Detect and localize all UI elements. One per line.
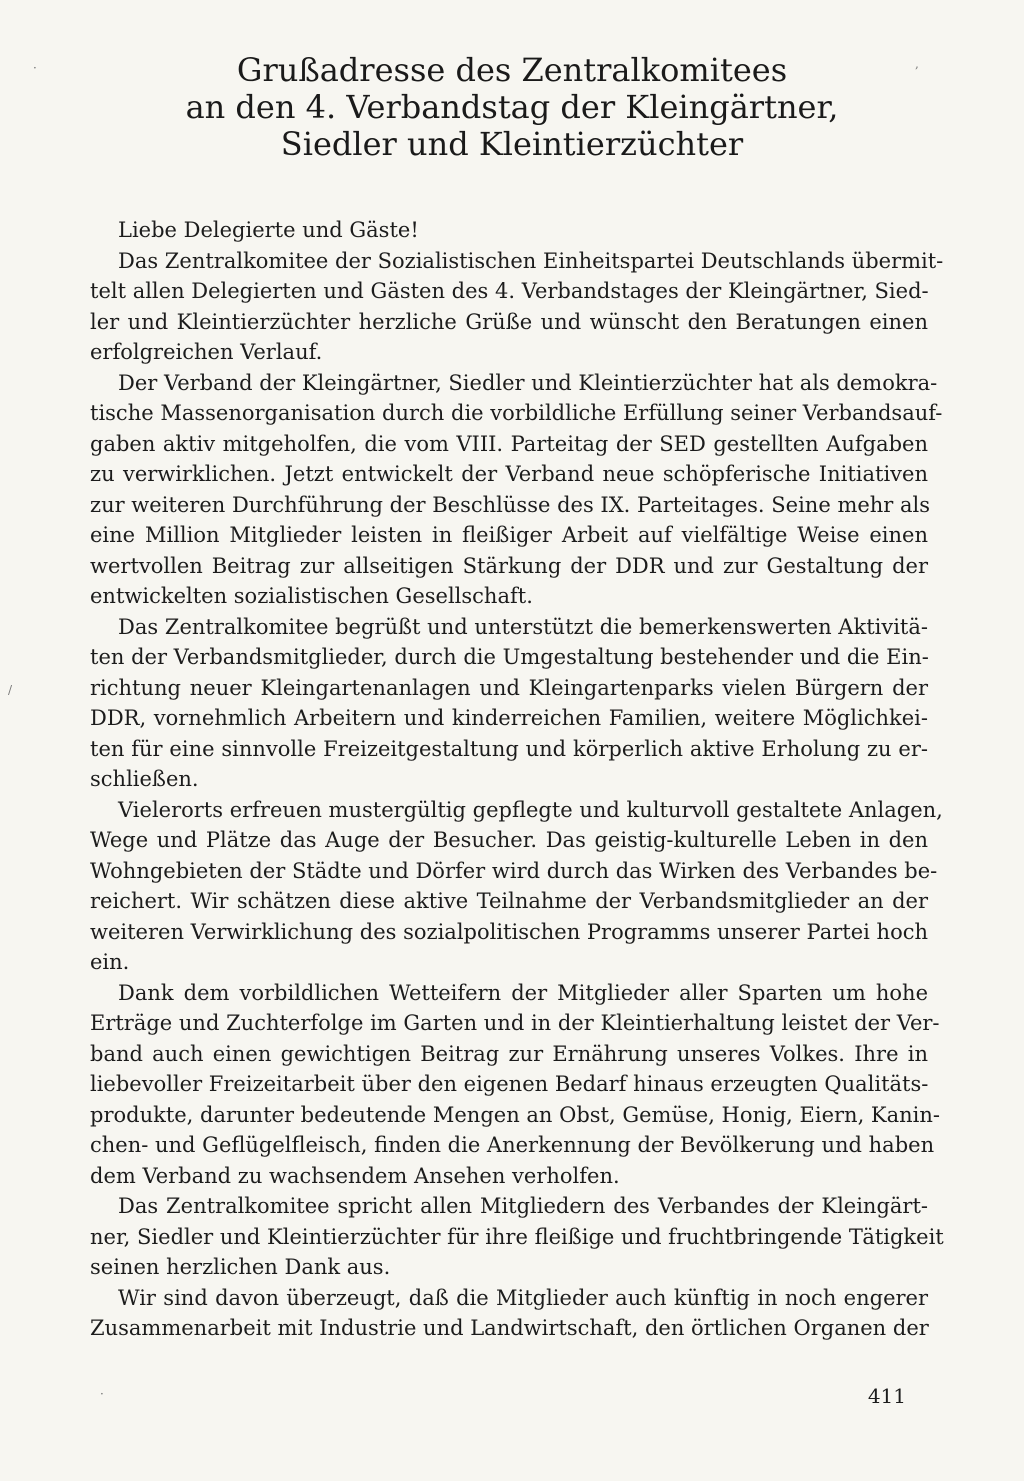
scan-speck: · (100, 1387, 104, 1401)
paragraph (90, 246, 944, 368)
text-line: weiteren Verwirklichung des sozialpolitischen Programms unserer Partei hoch (90, 919, 928, 944)
paragraph (90, 368, 943, 612)
paragraph (90, 612, 928, 795)
scan-speck: / (8, 683, 13, 697)
text-line: ten für eine sinnvolle Freizeitgestaltung und körperlich aktive Erholung zu er- (90, 736, 928, 761)
text-line: chen- und Geflügelfleisch, finden die Anerkennung der Bevölkerung und haben (90, 1133, 935, 1157)
page-number: 411 (867, 1384, 906, 1408)
paragraph (90, 1191, 944, 1283)
text-line: Zusammenarbeit mit Industrie und Landwirtschaft, den örtlichen Organen der (90, 1316, 929, 1340)
paragraph (90, 1283, 928, 1344)
text-line: Wohngebieten der Städte und Dörfer wird durch das Wirken des Verbandes be- (90, 858, 938, 883)
text-line: tische Massenorganisation durch die vorbildliche Erfüllung seiner Verbandsauf- (90, 401, 943, 425)
text-line: Erträge und Zuchterfolge im Garten und in der Kleintierhaltung leistet der Ver- (90, 1011, 940, 1035)
text-line: ein. (90, 950, 130, 974)
text-line: wertvollen Beitrag zur allseitigen Stärkung der DDR und zur Gestaltung der (90, 553, 928, 578)
text-line: ler und Kleintierzüchter herzliche Grüße und wünscht den Beratungen einen (90, 309, 928, 334)
text-line: produkte, darunter bedeutende Mengen an Obst, Gemüse, Honig, Eiern, Kanin- (90, 1102, 940, 1127)
document-body (90, 215, 944, 1344)
text-line: zu verwirklichen. Jetzt entwickelt der Verband neue schöpferische Initiativen (90, 462, 928, 486)
text-line: Vielerorts erfreuen mustergültig gepflegte und kulturvoll gestaltete Anlagen, (118, 797, 943, 822)
text-line: band auch einen gewichtigen Beitrag zur Ernährung unseres Volkes. Ihre in (90, 1041, 928, 1066)
text-line: seinen herzlichen Dank aus. (90, 1255, 391, 1279)
text-line: Das Zentralkomitee der Sozialistischen Einheitspartei Deutschlands übermit- (118, 248, 944, 273)
text-line: schließen. (90, 767, 199, 791)
text-line: entwickelten sozialistischen Gesellschaft. (90, 584, 533, 608)
title-line: an den 4. Verbandstag der Kleingärtner, (185, 88, 839, 126)
scan-speck: · (33, 61, 37, 75)
text-line: richtung neuer Kleingartenanlagen und Kleingartenparks vielen Bürgern der (90, 675, 928, 700)
text-line: Der Verband der Kleingärtner, Siedler und Kleintierzüchter hat als demokra- (118, 370, 938, 395)
text-line: Dank dem vorbildlichen Wetteifern der Mitglieder aller Sparten um hohe (118, 980, 928, 1005)
title-line: Siedler und Kleintierzüchter (280, 125, 744, 163)
title-line: Grußadresse des Zentralkomitees (236, 51, 788, 89)
text-line: eine Million Mitglieder leisten in fleißiger Arbeit auf vielfältige Weise einen (90, 523, 928, 547)
text-line: gaben aktiv mitgeholfen, die vom VIII. Parteitag der SED gestellten Aufgaben (90, 431, 928, 456)
document-title (150, 52, 874, 163)
text-line: ner, Siedler und Kleintierzüchter für ihre fleißige und fruchtbringende Tätigkeit (90, 1224, 944, 1249)
text-line: Wege und Plätze das Auge der Besucher. Das geistig-kulturelle Leben in den (90, 828, 928, 852)
text-line: dem Verband zu wachsendem Ansehen verholfen. (90, 1163, 620, 1188)
paragraph (90, 978, 940, 1192)
text-line: liebevoller Freizeitarbeit über den eigenen Bedarf hinaus erzeugten Qualitäts- (90, 1072, 929, 1096)
text-line: erfolgreichen Verlauf. (90, 340, 323, 364)
salutation: Liebe Delegierte und Gäste! (118, 218, 419, 242)
text-line: Das Zentralkomitee begrüßt und unterstützt die bemerkenswerten Aktivitä- (118, 614, 928, 639)
text-line: reichert. Wir schätzen diese aktive Teilnahme der Verbandsmitglieder an der (90, 889, 928, 913)
text-line: ten der Verbandsmitglieder, durch die Umgestaltung bestehender und die Ein- (90, 645, 929, 669)
scan-speck: , (915, 57, 919, 71)
text-line: Wir sind davon überzeugt, daß die Mitglieder auch künftig in noch engerer (118, 1285, 928, 1310)
text-line: zur weiteren Durchführung der Beschlüsse des IX. Parteitages. Seine mehr als (90, 492, 931, 517)
text-line: Das Zentralkomitee spricht allen Mitgliedern des Verbandes der Kleingärt- (118, 1194, 928, 1218)
paragraph (90, 795, 943, 978)
text-line: DDR, vornehmlich Arbeitern und kinderreichen Familien, weitere Möglichkei- (90, 706, 928, 730)
text-line: telt allen Delegierten und Gästen des 4. Verbandstages der Kleingärtner, Sied- (90, 279, 929, 303)
